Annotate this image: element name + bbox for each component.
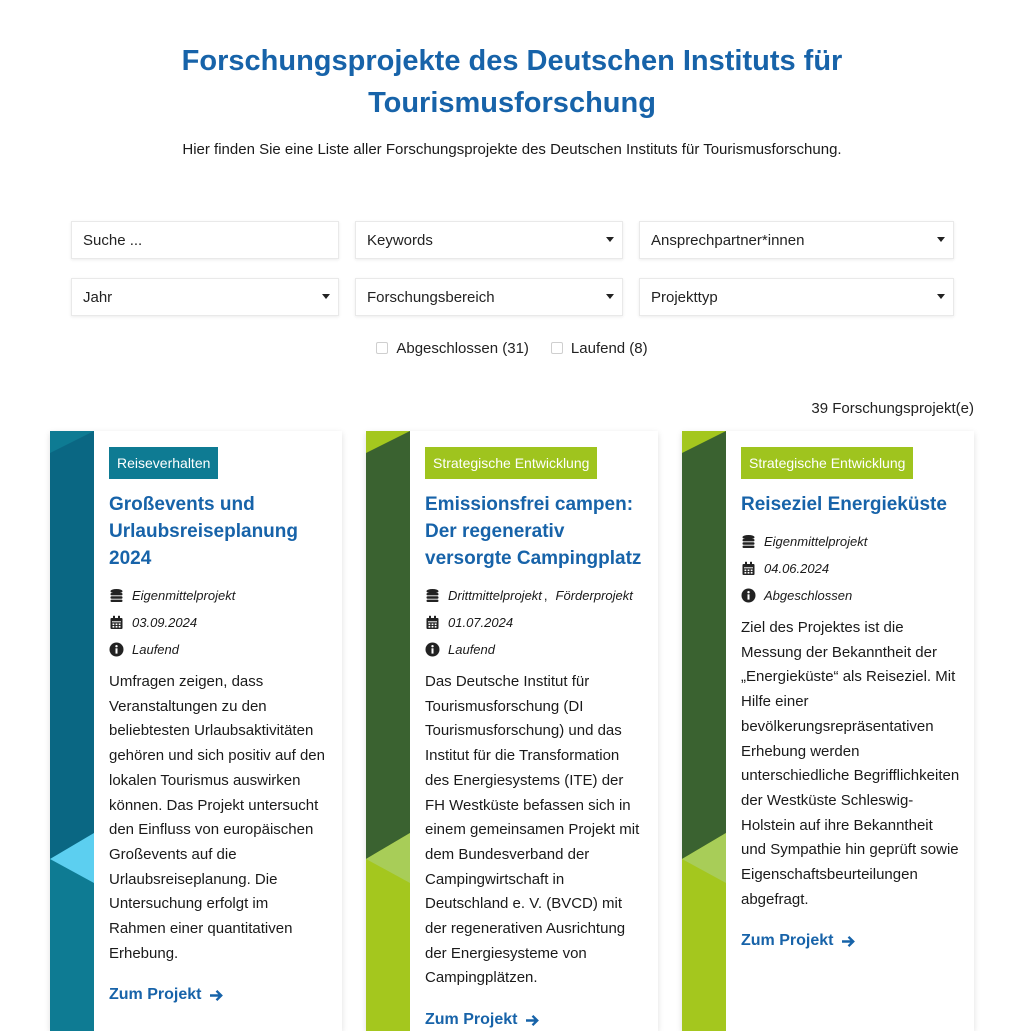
project-card bbox=[50, 431, 342, 1031]
card-description: Umfragen zeigen, dass Veranstaltungen zu den beliebtesten Urlaubsaktivitäten gehören und sich positiv auf den lokalen Tourismus auswirken können. Das Projekt untersucht den Einfluss von europäischen Großevents auf die Urlaubsreiseplanung. Die Untersuchung erfolgt im Rahmen einer quantitativen Erhebung. bbox=[109, 673, 325, 962]
date-meta bbox=[425, 609, 645, 636]
project-link[interactable] bbox=[425, 1011, 539, 1029]
calendar-icon bbox=[741, 561, 756, 576]
research-area-select-label: Forschungsbereich bbox=[367, 288, 495, 306]
arrow-right-icon bbox=[525, 1014, 539, 1027]
category-badge[interactable]: Strategische Entwicklung bbox=[425, 447, 597, 479]
funding-separator: , bbox=[543, 588, 548, 603]
contact-select-label: Ansprechpartner*innen bbox=[651, 231, 805, 249]
research-area-select[interactable] bbox=[355, 278, 623, 316]
info-icon bbox=[109, 642, 124, 657]
card-stripe-decoration bbox=[682, 431, 726, 1031]
status-text: Laufend bbox=[448, 642, 495, 657]
status-meta bbox=[109, 636, 329, 663]
coins-icon bbox=[741, 534, 756, 549]
chevron-down-icon bbox=[322, 294, 330, 299]
status-filter bbox=[0, 337, 1024, 359]
card-title[interactable]: Großevents und Urlaubsreiseplanung 2024 bbox=[109, 494, 298, 569]
chevron-down-icon bbox=[937, 237, 945, 242]
card-stripe-decoration bbox=[50, 431, 94, 1031]
completed-filter[interactable] bbox=[376, 337, 529, 359]
completed-checkbox[interactable] bbox=[376, 342, 388, 354]
chevron-down-icon bbox=[606, 294, 614, 299]
project-type-select[interactable] bbox=[639, 278, 954, 316]
year-select-label: Jahr bbox=[83, 288, 113, 306]
coins-icon bbox=[109, 588, 124, 603]
project-link-label: Zum Projekt bbox=[109, 986, 202, 1004]
project-link[interactable] bbox=[741, 932, 855, 950]
card-title[interactable]: Reiseziel Energieküste bbox=[741, 494, 947, 515]
date-meta bbox=[109, 609, 329, 636]
keywords-select[interactable] bbox=[355, 221, 623, 259]
project-card bbox=[682, 431, 974, 1031]
chevron-down-icon bbox=[606, 237, 614, 242]
info-icon bbox=[425, 642, 440, 657]
status-text: Laufend bbox=[132, 642, 179, 657]
year-select[interactable] bbox=[71, 278, 339, 316]
chevron-down-icon bbox=[937, 294, 945, 299]
calendar-icon bbox=[109, 615, 124, 630]
page-title: Forschungsprojekte des Deutschen Instituts für Tourismusforschung bbox=[181, 45, 843, 119]
category-badge[interactable]: Strategische Entwicklung bbox=[741, 447, 913, 479]
project-link-label: Zum Projekt bbox=[425, 1011, 518, 1029]
project-type-select-label: Projekttyp bbox=[651, 288, 718, 306]
card-title[interactable]: Emissionsfrei campen: Der regenerativ versorgte Campingplatz bbox=[425, 494, 642, 569]
project-link-label: Zum Projekt bbox=[741, 932, 834, 950]
funding-text: Eigenmittelprojekt bbox=[764, 534, 868, 549]
funding-text: Förderprojekt bbox=[555, 588, 633, 603]
ongoing-checkbox[interactable] bbox=[551, 342, 563, 354]
funding-meta bbox=[109, 582, 329, 609]
category-badge[interactable]: Reiseverhalten bbox=[109, 447, 218, 479]
completed-label: Abgeschlossen (31) bbox=[396, 339, 529, 357]
card-description: Ziel des Projektes ist die Messung der Bekanntheit der „Energieküste“ als Reiseziel. Mit Hilfe einer bevölkerungsrepräsentativen Erhebung werden unterschiedliche Begrifflichkeiten der Westküste Schleswig-Holstein auf ihre Bekanntheit und Sympathie hin geprüft sowie Eigenschaftsbeurteilungen abgefragt. bbox=[741, 619, 960, 908]
status-text: Abgeschlossen bbox=[764, 588, 853, 603]
project-card bbox=[366, 431, 658, 1031]
date-meta bbox=[741, 555, 961, 582]
funding-meta bbox=[425, 582, 645, 609]
keywords-select-label: Keywords bbox=[367, 231, 433, 249]
project-link[interactable] bbox=[109, 986, 223, 1004]
ongoing-filter[interactable] bbox=[551, 337, 648, 359]
arrow-right-icon bbox=[209, 989, 223, 1002]
results-count: 39 Forschungsprojekt(e) bbox=[811, 400, 974, 417]
info-icon bbox=[741, 588, 756, 603]
funding-meta bbox=[741, 528, 961, 555]
calendar-icon bbox=[425, 615, 440, 630]
date-text: 01.07.2024 bbox=[448, 615, 514, 630]
page-subtitle: Hier finden Sie eine Liste aller Forschungsprojekte des Deutschen Instituts für Tourismusforschung. bbox=[182, 141, 842, 158]
date-text: 04.06.2024 bbox=[764, 561, 830, 576]
ongoing-label: Laufend (8) bbox=[570, 339, 648, 357]
date-text: 03.09.2024 bbox=[132, 615, 198, 630]
search-input[interactable] bbox=[83, 232, 338, 249]
search-field[interactable] bbox=[71, 221, 339, 259]
status-meta bbox=[741, 582, 961, 609]
coins-icon bbox=[425, 588, 440, 603]
contact-select[interactable] bbox=[639, 221, 954, 259]
card-stripe-decoration bbox=[366, 431, 410, 1031]
card-description: Das Deutsche Institut für Tourismusforschung (DI Tourismusforschung) und das Institut für die Transformation des Energiesystems (ITE) der FH Westküste befassen sich in einem gemeinsamen Projekt mit dem Bundesverband der Campingwirtschaft in Deutschland e. V. (BVCD) mit der regenerativen Ausrichtung der Energiesysteme von Campingplätzen. bbox=[425, 673, 640, 987]
status-meta bbox=[425, 636, 645, 663]
funding-text: Drittmittelprojekt bbox=[448, 588, 542, 603]
arrow-right-icon bbox=[841, 935, 855, 948]
funding-text: Eigenmittelprojekt bbox=[132, 588, 236, 603]
